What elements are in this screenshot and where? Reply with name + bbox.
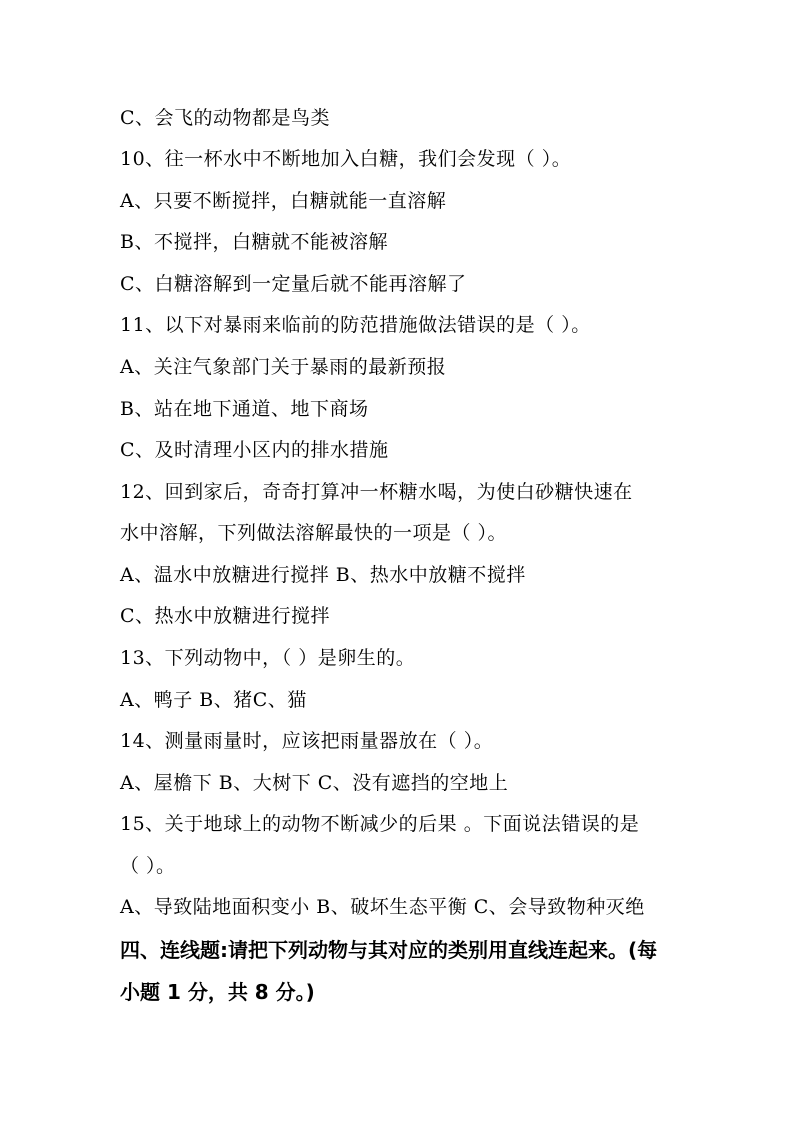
q11-option-a: A、关注气象部门关于暴雨的最新预报 bbox=[120, 356, 447, 378]
q9-option-c: C、会飞的动物都是鸟类 bbox=[120, 107, 331, 129]
q15-options: A、导致陆地面积变小 B、破坏生态平衡 C、会导致物种灭绝 bbox=[120, 896, 645, 918]
q13-options: A、鸭子 B、猪C、猫 bbox=[120, 689, 307, 711]
q14-options: A、屋檐下 B、大树下 C、没有遮挡的空地上 bbox=[120, 772, 509, 794]
q12-options-ab: A、温水中放糖进行搅拌 B、热水中放糖不搅拌 bbox=[120, 564, 526, 586]
q12-option-c: C、热水中放糖进行搅拌 bbox=[120, 605, 331, 627]
q12-question-line2: 水中溶解，下列做法溶解最快的一项是（ ）。 bbox=[120, 522, 508, 544]
q10-question: 10、往一杯水中不断地加入白糖，我们会发现（ ）。 bbox=[120, 148, 572, 170]
q15-question-line2: （ ）。 bbox=[120, 855, 176, 877]
q15-question-line1: 15、关于地球上的动物不断减少的后果 。下面说法错误的是 bbox=[120, 813, 640, 835]
q10-option-c: C、白糖溶解到一定量后就不能再溶解了 bbox=[120, 273, 467, 295]
q11-option-b: B、站在地下通道、地下商场 bbox=[120, 398, 369, 420]
q13-question: 13、下列动物中，（ ）是卵生的。 bbox=[120, 647, 416, 669]
q11-question: 11、以下对暴雨来临前的防范措施做法错误的是（ ）。 bbox=[120, 314, 591, 336]
q14-question: 14、测量雨量时，应该把雨量器放在（ ）。 bbox=[120, 730, 494, 752]
q10-option-a: A、只要不断搅拌，白糖就能一直溶解 bbox=[120, 190, 447, 212]
q12-question-line1: 12、回到家后，奇奇打算冲一杯糖水喝，为使白砂糖快速在 bbox=[120, 481, 633, 503]
q10-option-b: B、不搅拌，白糖就不能被溶解 bbox=[120, 231, 388, 253]
q11-option-c: C、及时清理小区内的排水措施 bbox=[120, 439, 389, 461]
section-heading-line2: 小题 1 分，共 8 分。) bbox=[120, 980, 315, 1004]
section-heading-line1: 四、连线题:请把下列动物与其对应的类别用直线连起来。(每 bbox=[120, 938, 658, 962]
